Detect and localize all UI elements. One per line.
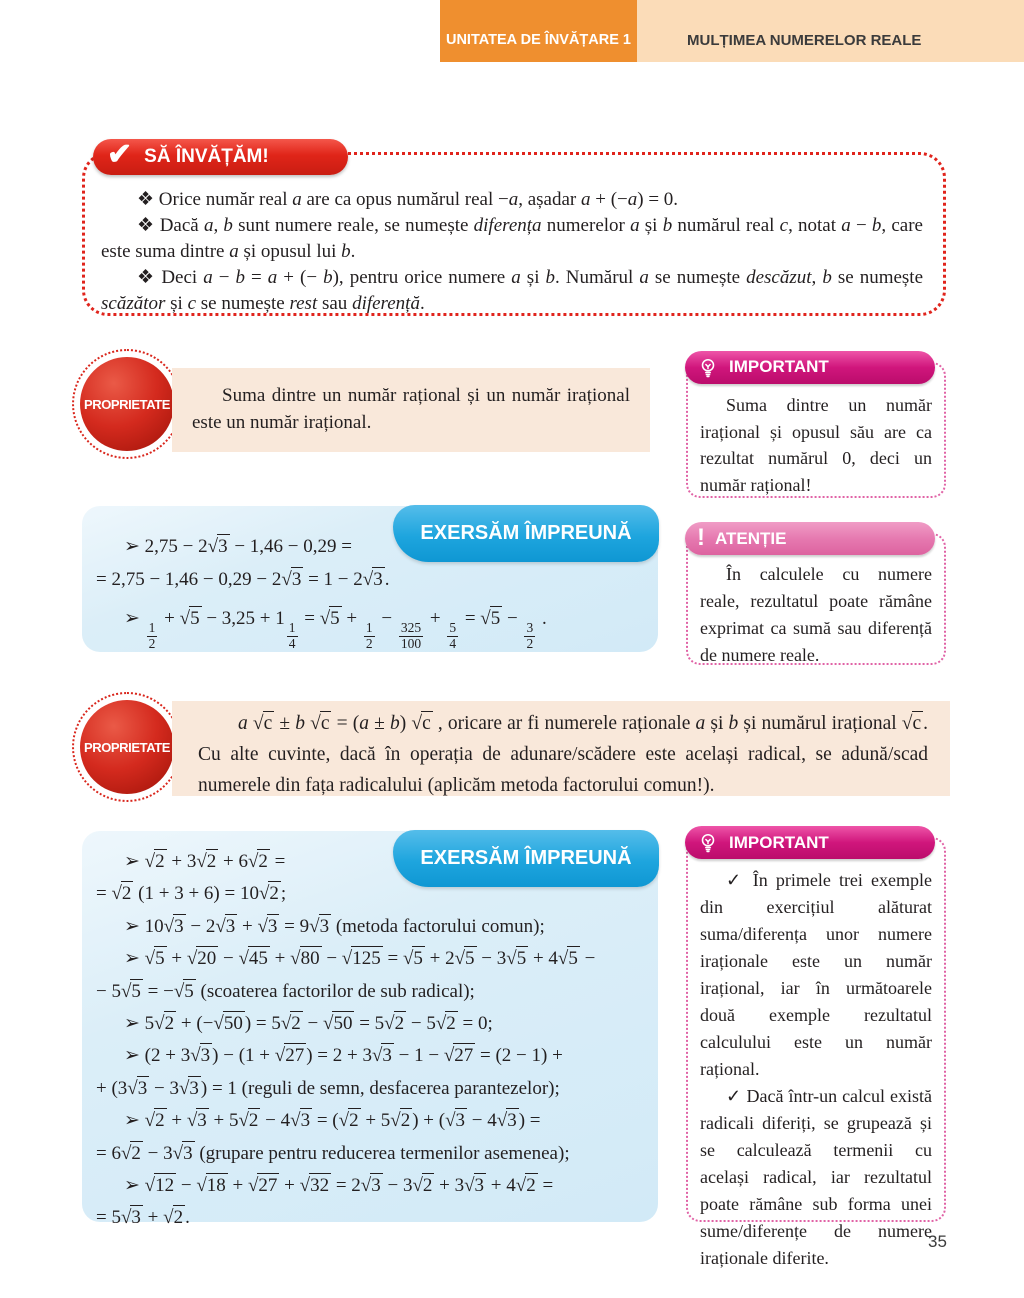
math-line: ➢ $\frac{1}{2}$ + √5 − 3,25 + 1 $\frac{1}{4}$ = √5 + $\frac{1}{2}$ − $\frac{325}{100}$ + $\frac{5}{4}$ = √5 − $\frac{3}{2}$ . <box>124 608 547 651</box>
learn-paragraph: ❖ Orice număr real a are ca opus numărul real −a, așadar a + (−a) = 0. <box>137 189 679 210</box>
exersam-badge <box>393 505 659 562</box>
math-line: = 2,75 − 1,46 − 0,29 − 2√3 = 1 − 2√3 . <box>96 569 390 590</box>
math-line: ➢ √2 + 3√2 + 6√2 = <box>124 851 286 872</box>
exersam-title: EXERSĂM ÎMPREUNĂ <box>420 522 632 544</box>
exersam-badge <box>393 830 659 887</box>
atentie-header <box>685 522 935 555</box>
math-line: + (3√3 − 3√3 ) = 1 (reguli de semn, desfacerea parantezelor); <box>96 1077 560 1099</box>
lightbulb-icon <box>697 832 719 854</box>
important-text: Suma dintre un număr irațional și opusul său are ca rezultat numărul 0, deci un număr rațional! <box>700 395 932 495</box>
property-statement <box>172 701 950 796</box>
important-text: ✓ Dacă într-un calcul există radicali diferiți, se grupează și se calculează termenii cu același radical, iar rezultatul poate rămâne sub forma unei sume/diferențe de numere iraționale diferite. <box>700 1086 932 1268</box>
math-line: ➢ (2 + 3√3 ) − (1 + √27 ) = 2 + 3√3 − 1 − √27 = (2 − 1) + <box>124 1045 563 1067</box>
page-number: 35 <box>928 1232 947 1251</box>
chapter-label: MULȚIMEA NUMERELOR REALE <box>687 31 922 49</box>
exersam-box <box>82 831 658 1229</box>
unit-header-tab <box>440 0 637 62</box>
important-header <box>685 351 935 384</box>
property-badge-label: PROPRIETATE <box>83 396 171 412</box>
math-line: ➢ √12 − √18 + √27 + √32 = 2√3 − 3√2 + 3√3 + 4√2 = <box>124 1175 554 1197</box>
math-line: = √2 (1 + 3 + 6) = 10√2 ; <box>96 883 287 905</box>
learn-title: SĂ ÎNVĂȚĂM! <box>144 146 269 167</box>
learn-paragraph: ❖ Dacă a, b sunt numere reale, se numește diferența numerelor a și b numărul real c, notat a − b, care este suma dintre a și opusul lui b. <box>101 215 923 262</box>
unit-label: UNITATEA DE ÎNVĂȚARE 1 <box>445 32 632 48</box>
lightbulb-icon <box>697 357 719 379</box>
learn-box <box>82 138 946 316</box>
exersam-box <box>82 506 658 652</box>
learn-paragraph: ❖ Deci a − b = a + (− b), pentru orice numere a și b. Numărul a se numește descăzut, b se numește scăzător și c se numește rest sau diferență. <box>101 267 924 314</box>
exersam-title: EXERSĂM ÎMPREUNĂ <box>420 847 632 869</box>
important-text: ✓ În primele trei exemple din exercițiul alăturat suma/diferența unor numere iraționale este un număr irațional, iar în următoarele două exemple rezultatul calculului este un număr rațional. <box>700 870 932 1079</box>
important-title: IMPORTANT <box>729 357 829 377</box>
exclamation-icon: ! <box>697 523 705 551</box>
math-line: = 5√3 + √2 . <box>96 1207 190 1229</box>
math-line: − 5√5 = −√5 (scoaterea factorilor de sub radical); <box>96 980 475 1002</box>
property-badge <box>80 357 174 451</box>
property-statement <box>172 368 650 452</box>
important-box <box>686 357 946 498</box>
atentie-box <box>686 523 946 665</box>
property-text: a √c ± b √c = (a ± b) √c , oricare ar fi numerele raționale a și b și numărul irațional √c . Cu alte cuvinte, dacă în operația de adunare/scădere este același radical, se adună/scad numerele din fața radicalului (aplicăm metoda factorului comun!). <box>198 713 929 796</box>
property-badge <box>80 700 174 794</box>
math-line: ➢ 5√2 + (−√50 ) = 5√2 − √50 = 5√2 − 5√2 = 0; <box>124 1013 493 1035</box>
important-title: IMPORTANT <box>729 833 829 852</box>
atentie-text: În calculele cu numere reale, rezultatul poate rămâne exprimat ca sumă sau diferență de numere reale. <box>700 564 932 665</box>
math-line: ➢ 2,75 − 2√3 − 1,46 − 0,29 = <box>124 536 352 557</box>
math-line: ➢ √5 + √20 − √45 + √80 − √125 = √5 + 2√5 − 3√5 + 4√5 − <box>124 948 596 970</box>
property-badge-label: PROPRIETATE <box>83 739 171 755</box>
checkmark-icon: ✔ <box>107 138 133 171</box>
math-line: ➢ √2 + √3 + 5√2 − 4√3 = (√2 + 5√2 ) + (√3 − 4√3 ) = <box>124 1110 541 1132</box>
property-text: Suma dintre un număr rațional și un număr irațional este un număr irațional. <box>192 385 630 433</box>
important-header <box>685 826 935 859</box>
learn-badge <box>93 139 348 175</box>
math-line: ➢ 10√3 − 2√3 + √3 = 9√3 (metoda factorului comun); <box>124 915 545 937</box>
atentie-title: ATENȚIE <box>715 529 787 548</box>
chapter-header-bar <box>637 0 1024 62</box>
math-line: = 6√2 − 3√3 (grupare pentru reducerea termenilor asemenea); <box>96 1142 570 1164</box>
